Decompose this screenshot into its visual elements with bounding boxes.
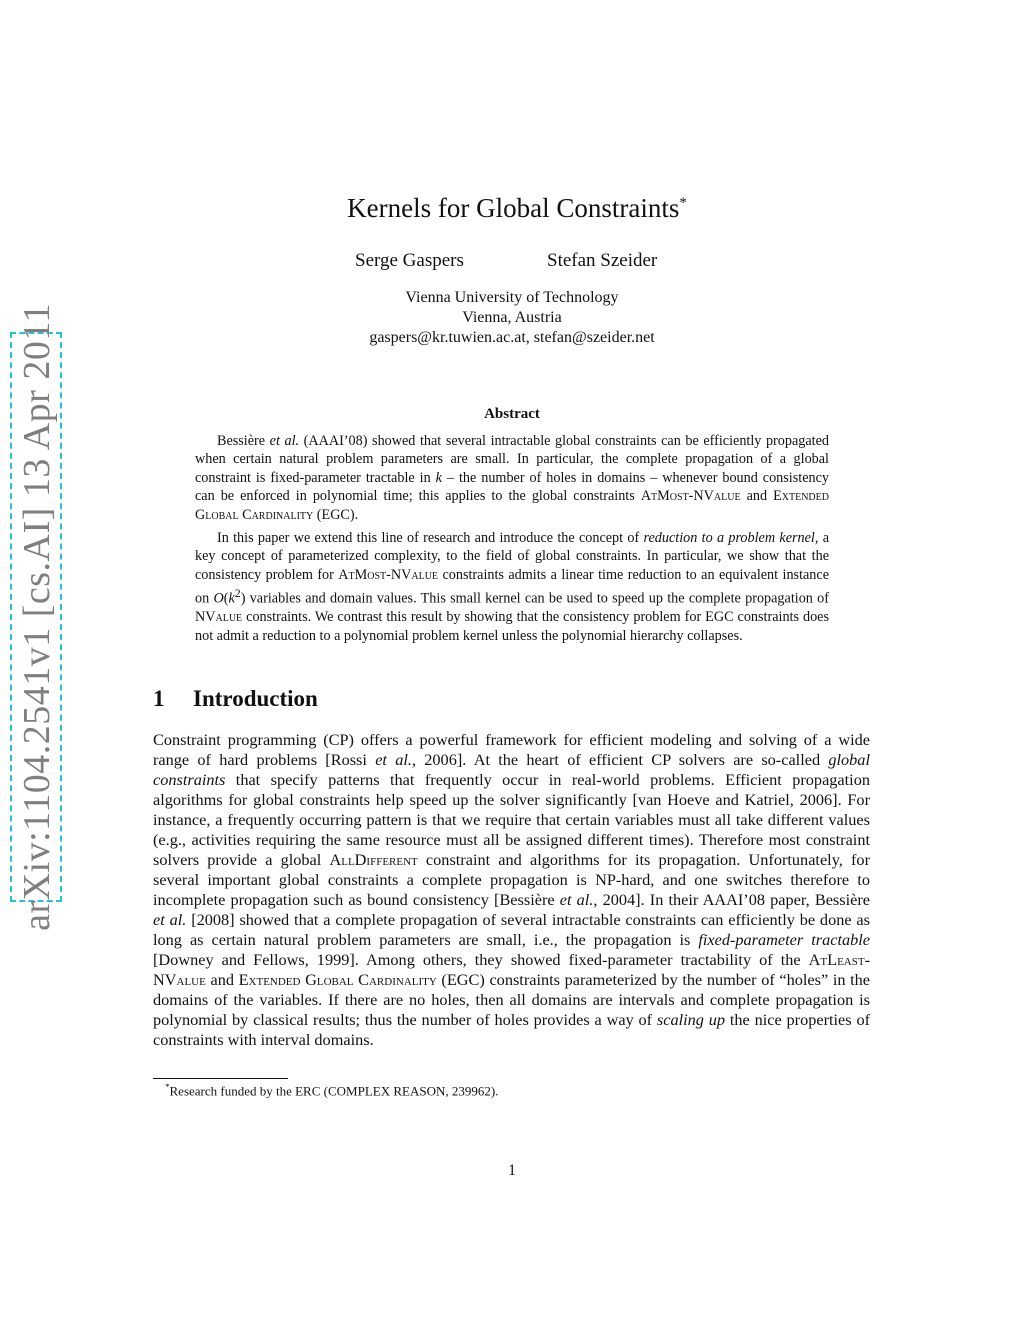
abstract-paragraph-1: Bessière et al. (AAAI’08) showed that several intractable global constraints can be efficiently propagated when certain natural problem parameters are small. In particular, the complete propagation of a global constraint is fixed-parameter tractable in k – the number of holes in domains – whenever bound consistency can be enforced in polynomial time; this applies to the global constraints AtMost-NValue and Extended Global Cardinality (EGC). bbox=[195, 433, 829, 523]
affiliation-location: Vienna, Austria bbox=[462, 309, 562, 326]
section-title: Introduction bbox=[193, 686, 318, 711]
footnote-divider bbox=[153, 1078, 288, 1079]
section-number: 1 bbox=[153, 686, 165, 711]
author-gaspers: Serge Gaspers bbox=[355, 250, 464, 271]
abstract-heading: Abstract bbox=[484, 406, 540, 422]
paper-title bbox=[0, 193, 1024, 224]
author-szeider: Stefan Szeider bbox=[547, 250, 658, 271]
title-footnote-mark: * bbox=[679, 195, 687, 211]
section-heading bbox=[153, 686, 318, 712]
affiliation-institution: Vienna University of Technology bbox=[405, 289, 619, 306]
arxiv-stamp: arXiv:1104.2541v1 [cs.AI] 13 Apr 2011 bbox=[16, 303, 58, 931]
footnote-text: Research funded by the ERC (COMPLEX REASON, 239962). bbox=[169, 1083, 499, 1099]
abstract-paragraph-2: In this paper we extend this line of research and introduce the concept of reduction to a problem kernel, a key concept of parameterized complexity, to the field of global constraints. In particular, we show that the consistency problem for AtMost-NValue constraints admits a linear time reduction to an equivalent instance on $O(k^2)$ variables and domain values. This small kernel can be used to speed up the complete propagation of NValue constraints. We contrast this result by showing that the consistency problem for EGC constraints does not admit a reduction to a polynomial problem kernel unless the polynomial hierarchy collapses. bbox=[195, 530, 829, 644]
introduction-paragraph: Constraint programming (CP) offers a powerful framework for efficient modeling and solving of a wide range of hard problems [Rossi et al., 2006]. At the heart of efficient CP solvers are so-called global constraints that specify patterns that frequently occur in real-world problems. Efficient propagation algorithms for global constraints help speed up the solver significantly [van Hoeve and Katriel, 2006]. For instance, a frequently occurring pattern is that we require that certain variables must all take different values (e.g., activities requiring the same resource must all be assigned different times). Therefore most constraint solvers provide a global AllDifferent constraint and algorithms for its propagation. Unfortunately, for several important global constraints a complete propagation is NP-hard, and one switches therefore to incomplete propagation such as bound consistency [Bessière et al., 2004]. In their AAAI’08 paper, Bessière et al. [2008] showed that a complete propagation of several intractable constraints can efficiently be done as long as certain natural problem parameters are small, i.e., the propagation is fixed-parameter tractable [Downey and Fellows, 1999]. Among others, they showed fixed-parameter tractability of the AtLeast-NValue and Extended Global Cardinality (EGC) constraints parameterized by the number of “holes” in the domains of the variables. If there are no holes, then all domains are intervals and complete propagation is polynomial by classical results; thus the number of holes provides a way of scaling up the nice properties of constraints with interval domains. bbox=[153, 730, 871, 1049]
footnote bbox=[165, 1082, 498, 1099]
title-text: Kernels for Global Constraints bbox=[347, 193, 680, 223]
author-emails: gaspers@kr.tuwien.ac.at, stefan@szeider.net bbox=[369, 329, 655, 346]
footnote-mark: * bbox=[165, 1082, 170, 1092]
page-number: 1 bbox=[508, 1162, 516, 1179]
